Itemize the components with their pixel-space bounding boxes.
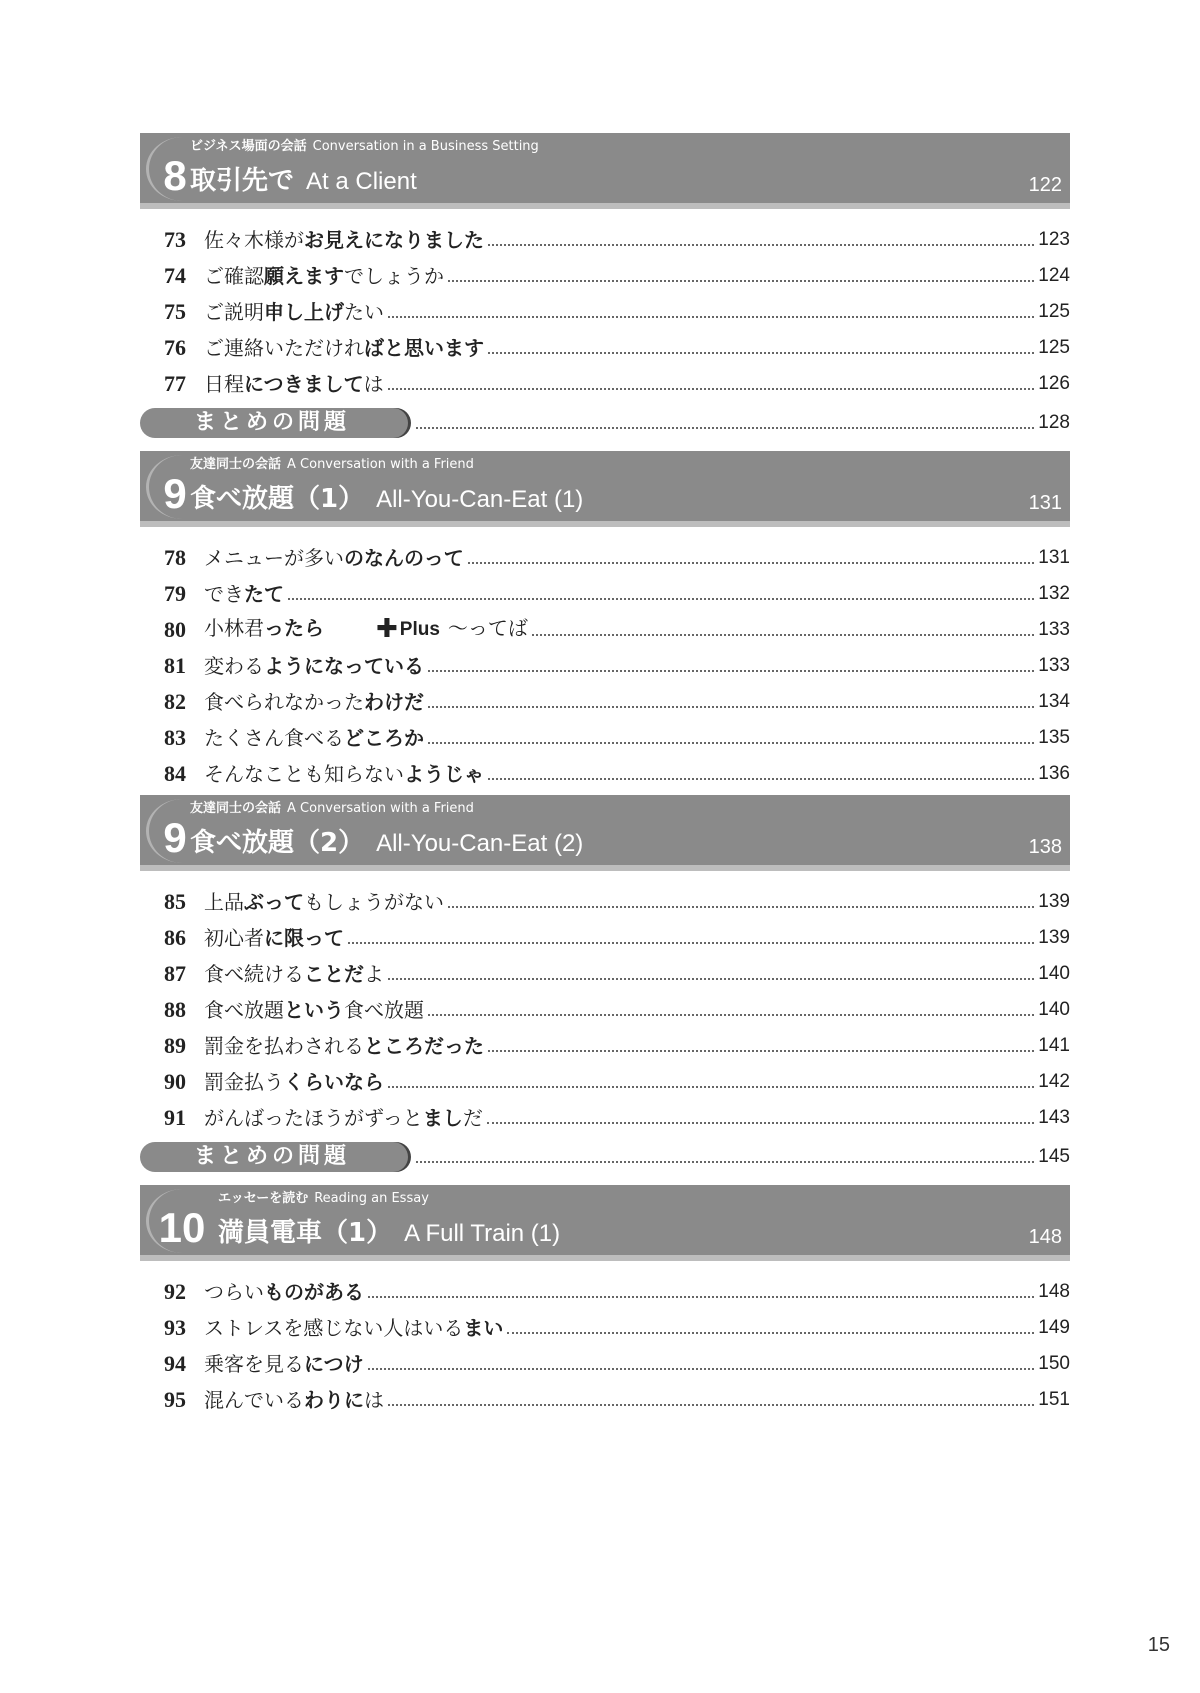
entry-text	[204, 1105, 483, 1131]
toc-entry	[164, 1269, 1070, 1305]
dot-leader	[507, 1332, 1034, 1334]
entry-text-plain: もしょうがない	[304, 890, 444, 914]
chapter-category-jp: ビジネス場面の会話	[190, 139, 307, 154]
entry-page: 132	[1038, 583, 1070, 604]
dot-leader	[468, 562, 1034, 564]
chapter-title	[218, 1218, 560, 1251]
chapter-number: 8	[163, 152, 187, 199]
dot-leader	[416, 427, 1034, 429]
entry-number: 89	[164, 1033, 186, 1058]
entry-text-plain: たくさん食べる	[204, 726, 344, 750]
entry-text	[204, 961, 384, 987]
chapter-title-en: At a Client	[306, 168, 417, 195]
entry-text-bold: まし	[422, 1106, 463, 1130]
dot-leader	[388, 316, 1034, 318]
entry-list	[140, 1269, 1070, 1413]
page-number: 15	[1147, 1634, 1170, 1656]
entry-number: 80	[164, 617, 186, 642]
entry-text-bold: ようじゃ	[404, 762, 484, 786]
dot-leader	[416, 1161, 1034, 1163]
toc-entry	[164, 535, 1070, 571]
chapter-category-en: Reading an Essay	[314, 1191, 429, 1206]
chapter-title	[190, 484, 583, 517]
toc-entry	[164, 361, 1070, 397]
dot-leader	[448, 280, 1034, 282]
chapter-number: 10	[158, 1204, 206, 1251]
entry-text-plain: ストレスを感じない人はいる	[204, 1316, 464, 1340]
entry-page: 140	[1038, 963, 1070, 984]
entry-text-plain: でしょうか	[344, 264, 444, 288]
toc-entry	[164, 571, 1070, 607]
entry-text-plain: 小林君	[204, 616, 264, 640]
entry-number: 84	[164, 761, 186, 786]
dot-leader	[388, 1404, 1034, 1406]
review-label: まとめの問題	[140, 408, 408, 438]
dot-leader	[488, 352, 1034, 354]
chapter-number: 9	[163, 470, 187, 517]
entry-text	[204, 1315, 503, 1341]
entry-text	[204, 653, 424, 679]
dot-leader	[448, 906, 1034, 908]
entry-page: 124	[1038, 265, 1070, 286]
entry-text	[204, 725, 424, 751]
chapter-header	[140, 795, 1070, 871]
entry-number: 91	[164, 1105, 186, 1130]
entry-text-plain: 罰金を払わされる	[204, 1034, 364, 1058]
entry-number: 75	[164, 299, 186, 324]
entry-text-plain: たい	[344, 300, 384, 324]
entry-text-plain: だ	[462, 1106, 483, 1130]
entry-number: 82	[164, 689, 186, 714]
entry-page: 125	[1038, 337, 1070, 358]
entry-text-plain: 変わる	[204, 654, 264, 678]
entry-text-plain: 初心者	[204, 926, 264, 950]
entry-number: 94	[164, 1351, 186, 1376]
toc-entry	[164, 751, 1070, 787]
entry-text-plain: ご説明	[204, 300, 264, 324]
entry-page: 126	[1038, 373, 1070, 394]
entry-page: 148	[1038, 1281, 1070, 1302]
entry-number: 88	[164, 997, 186, 1022]
entry-page: 139	[1038, 891, 1070, 912]
chapter-page: 138	[1028, 836, 1062, 858]
entry-number: 87	[164, 961, 186, 986]
entry-text-bold: に限って	[264, 926, 344, 950]
entry-text-plain: 混んでいる	[204, 1388, 304, 1412]
entry-text-bold: ばと思います	[364, 336, 484, 360]
entry-list	[140, 217, 1070, 397]
dot-leader	[487, 1122, 1034, 1124]
review-row	[140, 1137, 1070, 1177]
dot-leader	[428, 670, 1034, 672]
entry-page: 135	[1038, 727, 1070, 748]
entry-text	[204, 1387, 384, 1413]
chapter-category-jp: 友達同士の会話	[190, 801, 282, 816]
entry-text	[204, 371, 384, 397]
chapter-title-en: All-You-Can-Eat (1)	[376, 486, 584, 513]
toc-entry	[164, 1095, 1070, 1131]
chapter-category-jp: 友達同士の会話	[190, 457, 282, 472]
chapter-title-jp: 食べ放題（1）	[190, 484, 365, 514]
entry-text-plain: 食べ続ける	[204, 962, 304, 986]
dot-leader	[288, 598, 1034, 600]
entry-text-bold: ものがある	[264, 1280, 364, 1304]
chapter-page: 122	[1028, 174, 1062, 196]
entry-page: 149	[1038, 1317, 1070, 1338]
entry-text-plain: よ	[364, 962, 384, 986]
dot-leader	[428, 742, 1034, 744]
entry-text-bold: のなんのって	[344, 546, 464, 570]
entry-text-plain: は	[364, 1388, 384, 1412]
entry-page: 140	[1038, 999, 1070, 1020]
entry-text-plain: 食べられなかった	[204, 690, 364, 714]
chapter-title-en: All-You-Can-Eat (2)	[376, 830, 584, 857]
entry-text-bold: ったら	[264, 616, 324, 640]
plus-label: Plus	[399, 619, 440, 640]
entry-text-bold: くらいなら	[284, 1070, 384, 1094]
entry-text	[204, 1351, 364, 1377]
entry-text-plain: 日程	[204, 372, 244, 396]
entry-number: 73	[164, 227, 186, 252]
toc-section	[140, 451, 1070, 787]
chapter-header	[140, 133, 1070, 209]
chapter-category	[190, 801, 474, 817]
entry-text-bold: という	[284, 998, 344, 1022]
entry-text-plain: 罰金払う	[204, 1070, 284, 1094]
entry-page: 123	[1038, 229, 1070, 250]
toc-section	[140, 133, 1070, 443]
entry-number: 79	[164, 581, 186, 606]
entry-text	[204, 761, 484, 787]
toc-entry	[164, 1341, 1070, 1377]
chapter-title-jp: 満員電車（1）	[218, 1218, 393, 1248]
entry-page: 141	[1038, 1035, 1070, 1056]
entry-text	[204, 889, 444, 915]
entry-text	[204, 227, 484, 253]
entry-text	[204, 335, 484, 361]
entry-number: 74	[164, 263, 186, 288]
entry-text-bold: まい	[463, 1316, 504, 1340]
entry-text-bold: につきまして	[244, 372, 364, 396]
chapter-title	[190, 828, 583, 861]
chapter-number: 9	[163, 814, 187, 861]
entry-text-bold: 申し上げ	[264, 300, 344, 324]
chapter-category-en: A Conversation with a Friend	[287, 457, 474, 472]
chapter-category-jp: エッセーを読む	[218, 1191, 309, 1206]
entry-text	[204, 1033, 484, 1059]
entry-text	[204, 1279, 364, 1305]
dot-leader	[388, 388, 1035, 390]
entry-text	[204, 1069, 384, 1095]
review-page: 145	[1038, 1146, 1070, 1167]
entry-page: 143	[1038, 1107, 1070, 1128]
chapter-page: 131	[1028, 492, 1062, 514]
entry-text-plain: そんなことも知らない	[204, 762, 404, 786]
entry-number: 85	[164, 889, 186, 914]
chapter-title	[190, 166, 417, 199]
review-row	[140, 403, 1070, 443]
entry-page: 142	[1038, 1071, 1070, 1092]
plus-icon: ✚	[376, 614, 398, 644]
toc-entry	[164, 253, 1070, 289]
chapter-header	[140, 1185, 1070, 1261]
entry-text-plain: 上品	[204, 890, 244, 914]
entry-page: 131	[1038, 547, 1070, 568]
entry-page: 133	[1038, 655, 1070, 676]
entry-text-plain: ご確認	[204, 264, 264, 288]
dot-leader	[488, 244, 1034, 246]
entry-number: 76	[164, 335, 186, 360]
chapter-header	[140, 451, 1070, 527]
entry-text-bold: ところだった	[364, 1034, 484, 1058]
toc-entry	[164, 1305, 1070, 1341]
dot-leader	[368, 1368, 1035, 1370]
entry-text-bold: ようになっている	[264, 654, 424, 678]
chapter-category	[218, 1191, 429, 1207]
review-page: 128	[1038, 412, 1070, 433]
chapter-category	[190, 139, 539, 155]
dot-leader	[348, 942, 1034, 944]
entry-text-plain: がんばったほうがずっと	[204, 1106, 423, 1130]
toc-entry	[164, 679, 1070, 715]
entry-page: 139	[1038, 927, 1070, 948]
entry-text-plain: メニューが多い	[204, 546, 344, 570]
entry-text-bold: どころか	[344, 726, 424, 750]
toc-entry	[164, 951, 1070, 987]
chapter-title-jp: 取引先で	[190, 166, 295, 196]
entry-list	[140, 879, 1070, 1131]
chapter-title-jp: 食べ放題（2）	[190, 828, 365, 858]
entry-text	[204, 263, 444, 289]
toc-section	[140, 795, 1070, 1177]
entry-page: 150	[1038, 1353, 1070, 1374]
entry-text-plain: 食べ放題	[204, 998, 284, 1022]
chapter-category	[190, 457, 474, 473]
toc-entry	[164, 325, 1070, 361]
entry-text	[204, 615, 528, 643]
toc-section	[140, 1185, 1070, 1413]
entry-text-plain: つらい	[204, 1280, 264, 1304]
plus-text: ～ってば	[447, 616, 528, 640]
toc-entry	[164, 879, 1070, 915]
entry-text-bold: たて	[244, 582, 284, 606]
entry-page: 151	[1038, 1389, 1070, 1410]
entry-number: 95	[164, 1387, 186, 1412]
entry-page: 133	[1038, 619, 1070, 640]
entry-text-plain: 乗客を見る	[204, 1352, 304, 1376]
chapter-page: 148	[1028, 1226, 1062, 1248]
entry-number: 78	[164, 545, 186, 570]
toc-entry	[164, 643, 1070, 679]
dot-leader	[428, 1014, 1034, 1016]
chapter-title-en: A Full Train (1)	[404, 1220, 561, 1247]
entry-text-bold: わりに	[304, 1388, 364, 1412]
entry-text-bold: ことだ	[304, 962, 364, 986]
entry-text-bold: 願えます	[264, 264, 344, 288]
dot-leader	[488, 778, 1034, 780]
dot-leader	[488, 1050, 1034, 1052]
entry-list	[140, 535, 1070, 787]
entry-page: 134	[1038, 691, 1070, 712]
entry-number: 81	[164, 653, 186, 678]
dot-leader	[388, 1086, 1034, 1088]
entry-text	[204, 545, 464, 571]
toc-entry	[164, 1059, 1070, 1095]
dot-leader	[388, 978, 1034, 980]
toc-entry	[164, 289, 1070, 325]
chapter-category-en: A Conversation with a Friend	[287, 801, 474, 816]
entry-number: 83	[164, 725, 186, 750]
entry-number: 92	[164, 1279, 186, 1304]
entry-text-bold: わけだ	[364, 690, 424, 714]
dot-leader	[428, 706, 1034, 708]
toc-entry	[164, 1377, 1070, 1413]
entry-text-plain: でき	[204, 582, 244, 606]
entry-text-bold: お見えになりました	[304, 228, 484, 252]
entry-text	[204, 299, 384, 325]
chapter-category-en: Conversation in a Business Setting	[312, 139, 539, 154]
entry-text	[204, 997, 424, 1023]
entry-number: 77	[164, 371, 186, 396]
toc-entry	[164, 217, 1070, 253]
toc-entry	[164, 715, 1070, 751]
entry-text-plain: ご連絡いただけれ	[204, 336, 364, 360]
entry-text	[204, 925, 344, 951]
entry-text-plain: 食べ放題	[344, 998, 424, 1022]
toc-entry	[164, 987, 1070, 1023]
toc-entry	[164, 915, 1070, 951]
review-label: まとめの問題	[140, 1142, 408, 1172]
toc-entry	[164, 607, 1070, 643]
dot-leader	[368, 1296, 1034, 1298]
entry-text-plain: は	[363, 372, 384, 396]
entry-text	[204, 689, 424, 715]
entry-number: 90	[164, 1069, 186, 1094]
entry-text-bold: につけ	[304, 1352, 364, 1376]
dot-leader	[532, 634, 1034, 636]
entry-number: 86	[164, 925, 186, 950]
entry-number: 93	[164, 1315, 186, 1340]
entry-text-bold: ぶって	[244, 890, 304, 914]
entry-text-plain: 佐々木様が	[204, 228, 304, 252]
entry-page: 136	[1038, 763, 1070, 784]
entry-text	[204, 581, 284, 607]
toc-entry	[164, 1023, 1070, 1059]
entry-page: 125	[1038, 301, 1070, 322]
table-of-contents	[140, 133, 1070, 1421]
